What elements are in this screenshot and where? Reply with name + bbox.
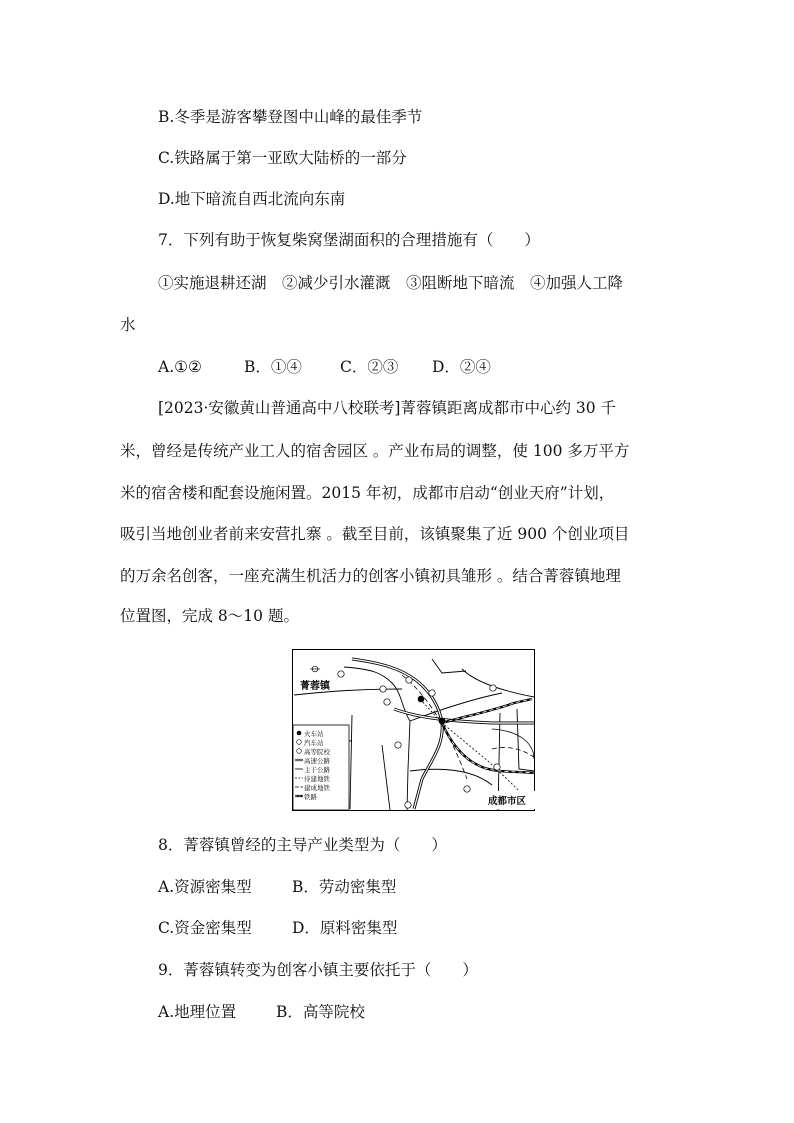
q9-options-row1 (158, 1002, 365, 1022)
q7-option-b: B．①④ (244, 358, 302, 376)
train-station-marker (418, 696, 425, 703)
passage-line-4: 吸引当地创业者前来安营扎寨 。截至目前，该镇聚集了近 900 个创业项目 (120, 525, 630, 543)
q9-option-b: B．高等院校 (276, 1003, 365, 1021)
q6-option-c: C.铁路属于第一亚欧大陆桥的一部分 (158, 149, 407, 167)
legend-university: 高等院校 (304, 748, 330, 756)
passage-line-5: 的万余名创客，一座充满生机活力的创客小镇初具雏形 。结合菁蓉镇地理 (120, 567, 621, 585)
q9-option-a: A.地理位置 (158, 1003, 237, 1021)
q7-measures-line2: 水 (120, 316, 136, 334)
q8-stem: 8．菁蓉镇曾经的主导产业类型为（ ） (158, 836, 447, 854)
legend-bus-station: 汽车站 (304, 739, 324, 747)
legend-expressway: 高速公路 (304, 757, 330, 765)
passage-line-3: 米的宿舍楼和配套设施闲置。2015 年初，成都市启动“创业天府”计划， (120, 484, 615, 502)
q7-option-d: D．②④ (432, 358, 491, 376)
legend-railway: 铁路 (304, 793, 317, 801)
passage-line-6: 位置图，完成 8～10 题。 (120, 607, 299, 625)
q8-option-c: C.资金密集型 (158, 919, 252, 937)
q7-measures-line1: ①实施退耕还湖 ②减少引水灌溉 ③阻断地下暗流 ④加强人工降 (158, 274, 624, 292)
legend-planned-metro: 待建地铁 (304, 775, 330, 783)
passage-line-1: [2023·安徽黄山普通高中八校联考]菁蓉镇距离成都市中心约 30 千 (158, 399, 617, 417)
q7-stem: 7．下列有助于恢复柴窝堡湖面积的合理措施有（ ） (158, 231, 540, 249)
location-map (292, 649, 535, 811)
q8-options-row1 (158, 877, 396, 897)
legend-main-road: 主干公路 (304, 766, 330, 774)
q8-option-b: B．劳动密集型 (292, 878, 397, 896)
train-station-marker (439, 718, 446, 725)
q8-options-row2 (158, 918, 397, 938)
q7-option-c: C．②③ (340, 358, 399, 376)
q9-stem: 9．菁蓉镇转变为创客小镇主要依托于（ ） (158, 961, 478, 979)
legend-built-metro: 建成地铁 (304, 784, 330, 792)
q6-option-b: B.冬季是游客攀登图中山峰的最佳季节 (158, 108, 423, 126)
q8-option-d: D．原料密集型 (292, 919, 398, 937)
q6-option-d: D.地下暗流自西北流向东南 (158, 190, 346, 208)
city-label: 成都市区 (488, 796, 527, 807)
town-label: 菁蓉镇 (300, 681, 330, 692)
map-legend (293, 725, 349, 810)
passage-line-2: 米，曾经是传统产业工人的宿舍园区 。产业布局的调整，使 100 多万平方 (120, 442, 630, 460)
q8-option-a: A.资源密集型 (158, 878, 252, 896)
q7-option-a: A.①② (158, 358, 202, 376)
q7-options (158, 357, 491, 377)
legend-train-station: 火车站 (304, 730, 324, 738)
